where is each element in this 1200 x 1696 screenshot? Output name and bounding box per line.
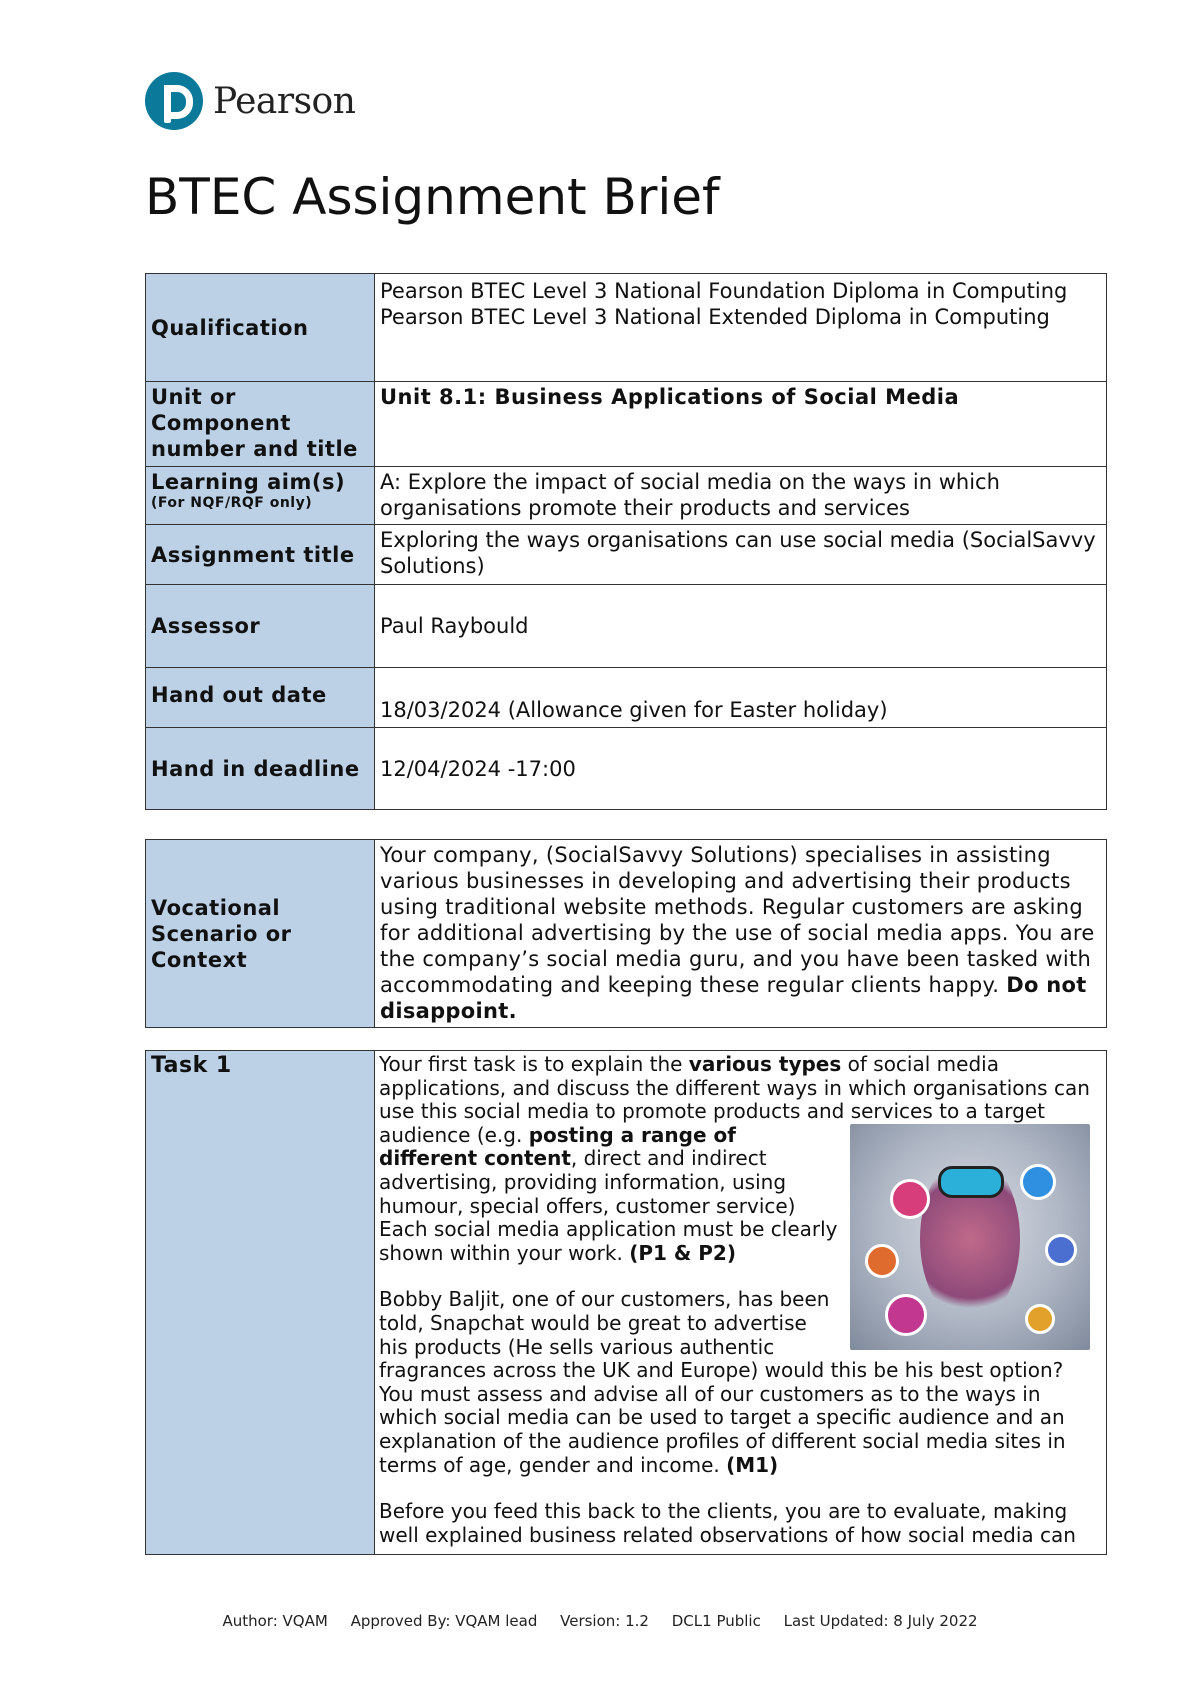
hand-out-value: 18/03/2024 (Allowance given for Easter holiday) [375,668,1107,728]
scenario-text-cell [375,840,1107,1028]
hand-out-row [146,668,1107,728]
footer-version: Version: 1.2 [560,1612,649,1630]
unit-label: Unit or Component number and title [146,382,375,467]
learning-aim-value: A: Explore the impact of social media on the ways in which organisations promote their products and services [375,467,1107,525]
unit-row [146,382,1107,467]
assessor-label: Assessor [146,585,375,668]
footer-classification: DCL1 Public [671,1612,761,1630]
qualification-value-1: Pearson BTEC Level 3 National Foundation Diploma in Computing [380,279,1068,303]
footer-approved: Approved By: VQAM lead [350,1612,538,1630]
scenario-label: Vocational Scenario or Context [146,840,375,1028]
footer-author: Author: VQAM [222,1612,328,1630]
scenario-row [146,840,1107,1028]
qualification-value [375,274,1107,382]
scenario-text: Your company, (SocialSavvy Solutions) specialises in assisting various businesses in developing and advertising their products using traditional website methods. Regular customers are asking for additional advertising by the use of social media apps. You are the company’s social media guru, and you have been tasked with accommodating and keeping these regular clients happy. [380,843,1095,997]
task1-label: Task 1 [146,1051,375,1555]
footer-updated: Last Updated: 8 July 2022 [783,1612,978,1630]
qualification-value-2: Pearson BTEC Level 3 National Extended Diploma in Computing [380,305,1050,329]
learning-aim-label: Learning aim(s) [151,470,346,494]
pearson-logo [145,70,355,132]
hand-in-row [146,728,1107,810]
logo-text: Pearson [213,80,356,122]
task1-content [375,1051,1107,1555]
assignment-title-label: Assignment title [146,525,375,585]
details-table [145,273,1107,810]
hand-in-label: Hand in deadline [146,728,375,810]
assessor-value: Paul Raybould [375,585,1107,668]
assessor-row [146,585,1107,668]
task-table [145,1050,1107,1555]
hand-out-label: Hand out date [146,668,375,728]
pearson-logo-icon [145,72,203,130]
scenario-table [145,839,1107,1028]
task1-row [146,1051,1107,1555]
task1-paragraph-3: Before you feed this back to the clients, you are to evaluate, making well explained business related observations of how social media can [379,1499,1076,1547]
learning-aim-row [146,467,1107,525]
learning-aim-note: (For NQF/RQF only) [151,495,313,511]
qualification-row [146,274,1107,382]
task1-paragraph-1: Your first task is to explain the various types of social media applications, and discuss the different ways in which organisations can use this social media to promote products and services to a target audience (e.g. posting a range of different content, direct and indirect advertising, providing information, using humour, special offers, customer service) Each social media application must be clearly shown within your work. (P1 & P2) [379,1053,1102,1265]
scenario-emphasis: Do not disappoint. [380,973,1087,1023]
social-media-illustration [850,1124,1090,1350]
hand-in-value: 12/04/2024 -17:00 [375,728,1107,810]
page-title: BTEC Assignment Brief [145,168,720,226]
learning-aim-label-cell [146,467,375,525]
task1-paragraph-2: Bobby Baljit, one of our customers, has been told, Snapchat would be great to advertise his products (He sells various authentic fragrances across the UK and Europe) would this be his best option? You must assess and advise all of our customers as to the ways in which social media can be used to target a specific audience and an explanation of the audience profiles of different social media sites in terms of age, gender and income. (M1) [379,1287,1066,1477]
assignment-title-row [146,525,1107,585]
qualification-label: Qualification [146,274,375,382]
assignment-title-value: Exploring the ways organisations can use social media (SocialSavvy Solutions) [375,525,1107,585]
page-footer [0,1612,1200,1630]
unit-value: Unit 8.1: Business Applications of Social Media [375,382,1107,467]
